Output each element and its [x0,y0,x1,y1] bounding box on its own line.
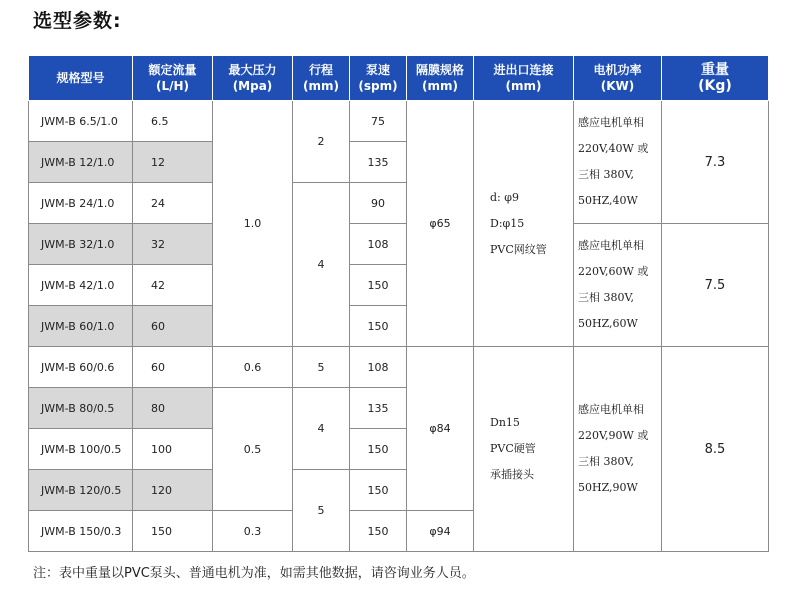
diaphragm-cell: φ94 [407,511,474,552]
table-row [29,101,769,142]
weight-cell: 7.3 [662,101,769,224]
header-stroke: 行程 (mm) [293,56,350,101]
flow-cell: 60 [133,347,213,388]
model-cell: JWM-B 150/0.3 [29,511,133,552]
motor-line: 三相 380V, [578,291,635,304]
header-speed: 泵速 (spm) [350,56,407,101]
speed-cell: 135 [350,142,407,183]
model-cell: JWM-B 6.5/1.0 [29,101,133,142]
motor-line: 三相 380V, [578,168,635,181]
header-motor: 电机功率 (KW) [574,56,662,101]
model-cell: JWM-B 60/0.6 [29,347,133,388]
weight-cell: 7.5 [662,224,769,347]
header-row [29,56,769,101]
model-cell: JWM-B 120/0.5 [29,470,133,511]
flow-cell: 32 [133,224,213,265]
connection-line: Dn15 [490,416,520,429]
flow-cell: 24 [133,183,213,224]
motor-line: 50HZ,60W [578,317,638,330]
motor-cell [574,101,662,224]
weight-cell: 8.5 [662,347,769,552]
speed-cell: 135 [350,388,407,429]
model-cell: JWM-B 12/1.0 [29,142,133,183]
page-title: 选型参数: [33,10,122,32]
connection-line: d: φ9 [490,190,519,204]
motor-cell [574,224,662,347]
speed-cell: 90 [350,183,407,224]
header-diaphragm: 隔膜规格 (mm) [407,56,474,101]
spec-table [28,55,769,552]
connection-line: PVC网纹管 [490,242,547,256]
motor-line: 220V,90W 或 [578,429,649,442]
pressure-cell: 0.3 [213,511,293,552]
speed-cell: 150 [350,306,407,347]
connection-line: D:φ15 [490,216,525,230]
stroke-cell: 2 [293,101,350,183]
motor-line: 50HZ,40W [578,194,638,207]
speed-cell: 150 [350,429,407,470]
diaphragm-cell: φ65 [407,101,474,347]
header-flow: 额定流量 (L/H) [133,56,213,101]
flow-cell: 6.5 [133,101,213,142]
pressure-cell: 1.0 [213,101,293,347]
speed-cell: 108 [350,347,407,388]
stroke-cell: 4 [293,183,350,347]
motor-line: 感应电机单相 [578,239,644,252]
footnote: 注：表中重量以PVC泵头、普通电机为准，如需其他数据，请咨询业务人员。 [33,566,475,581]
flow-cell: 12 [133,142,213,183]
speed-cell: 75 [350,101,407,142]
flow-cell: 150 [133,511,213,552]
stroke-cell: 5 [293,347,350,388]
connection-line: 承插接头 [490,468,534,481]
motor-line: 220V,60W 或 [578,265,649,278]
speed-cell: 150 [350,265,407,306]
connection-cell [474,347,574,552]
connection-line: PVC硬管 [490,442,536,455]
motor-line: 感应电机单相 [578,116,644,129]
header-connection: 进出口连接 (mm) [474,56,574,101]
speed-cell: 108 [350,224,407,265]
model-cell: JWM-B 24/1.0 [29,183,133,224]
model-cell: JWM-B 42/1.0 [29,265,133,306]
header-model: 规格型号 [29,56,133,101]
flow-cell: 42 [133,265,213,306]
flow-cell: 100 [133,429,213,470]
flow-cell: 60 [133,306,213,347]
diaphragm-cell: φ84 [407,347,474,511]
table-row [29,224,769,265]
flow-cell: 120 [133,470,213,511]
pressure-cell: 0.5 [213,388,293,511]
stroke-cell: 5 [293,470,350,552]
motor-line: 三相 380V, [578,455,635,468]
connection-cell [474,101,574,347]
flow-cell: 80 [133,388,213,429]
model-cell: JWM-B 80/0.5 [29,388,133,429]
model-cell: JWM-B 32/1.0 [29,224,133,265]
header-weight: 重量 (Kg) [662,56,769,101]
header-pressure: 最大压力 (Mpa) [213,56,293,101]
model-cell: JWM-B 60/1.0 [29,306,133,347]
table-row [29,347,769,388]
stroke-cell: 4 [293,388,350,470]
motor-line: 220V,40W 或 [578,142,649,155]
motor-line: 感应电机单相 [578,403,644,416]
speed-cell: 150 [350,470,407,511]
motor-cell [574,347,662,552]
speed-cell: 150 [350,511,407,552]
model-cell: JWM-B 100/0.5 [29,429,133,470]
motor-line: 50HZ,90W [578,481,638,494]
pressure-cell: 0.6 [213,347,293,388]
